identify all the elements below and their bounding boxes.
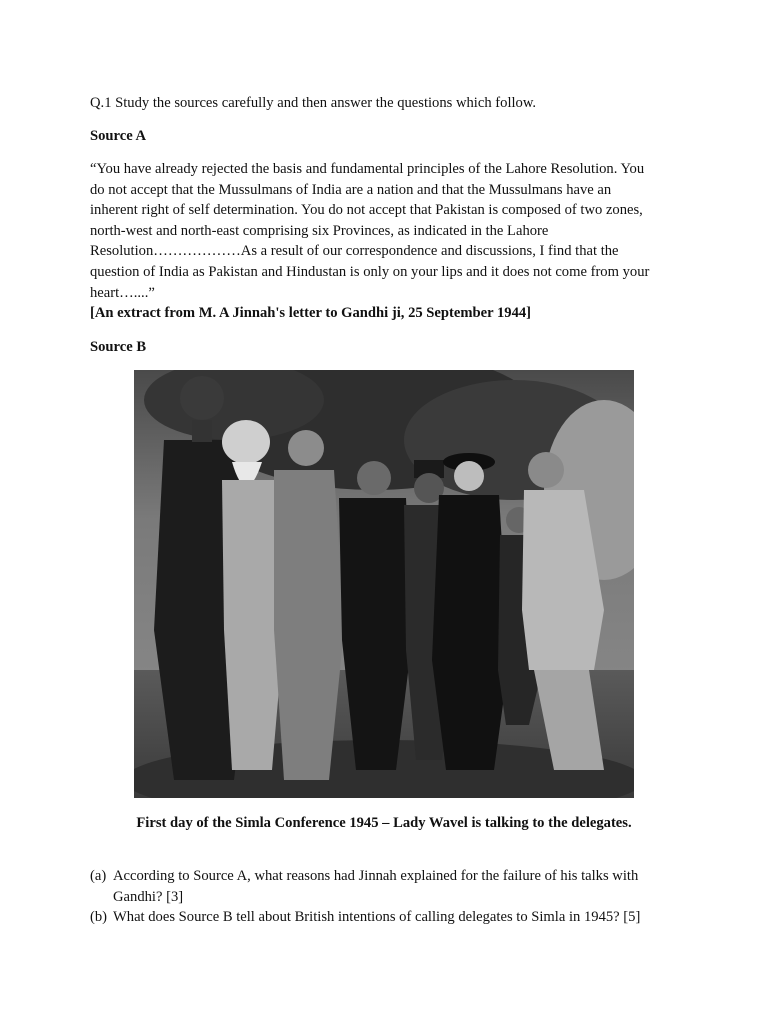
- sub-questions-list: [90, 866, 690, 928]
- question-intro: Q.1 Study the sources carefully and then answer the questions which follow.: [90, 95, 537, 111]
- question-marker: (a): [90, 868, 107, 884]
- quote-line: “You have already rejected the basis and fundamental principles of the Lahore Resolution. You: [90, 161, 645, 177]
- quote-line: Resolution………………As a result of our correspondence and discussions, I find that the: [90, 243, 619, 260]
- quote-line: heart…....”: [90, 284, 155, 301]
- historical-photograph: [134, 370, 634, 798]
- source-b-heading: Source B: [90, 339, 147, 355]
- quote-line: north-west and north-east comprising six Provinces, as indicated in the Lahore: [90, 222, 549, 239]
- quote-line: inherent right of self determination. You do not accept that Pakistan is composed of two zones,: [90, 202, 643, 219]
- sub-question: [90, 866, 690, 907]
- question-text-line: What does Source B tell about British intentions of calling delegates to Simla in 1945? [5]: [113, 909, 641, 926]
- question-text-line: Gandhi? [3]: [113, 888, 184, 905]
- quote-line: question of India as Pakistan and Hindustan is only on your lips and it does not come from your: [90, 263, 650, 280]
- source-a-citation: [An extract from M. A Jinnah's letter to Gandhi ji, 25 September 1944]: [90, 305, 532, 321]
- source-a-heading: Source A: [90, 128, 147, 144]
- question-marker: (b): [90, 909, 108, 926]
- quote-line: do not accept that the Mussulmans of India are a nation and that the Mussulmans have an: [90, 181, 612, 198]
- delegate-figure: [274, 430, 344, 780]
- photo-caption: First day of the Simla Conference 1945 – Lady Wavel is talking to the delegates.: [136, 815, 632, 831]
- sub-question: [90, 907, 690, 928]
- question-text-line: According to Source A, what reasons had Jinnah explained for the failure of his talks with: [113, 868, 639, 884]
- lady-wavell-figure: [432, 453, 509, 770]
- source-a-quote: [90, 159, 680, 303]
